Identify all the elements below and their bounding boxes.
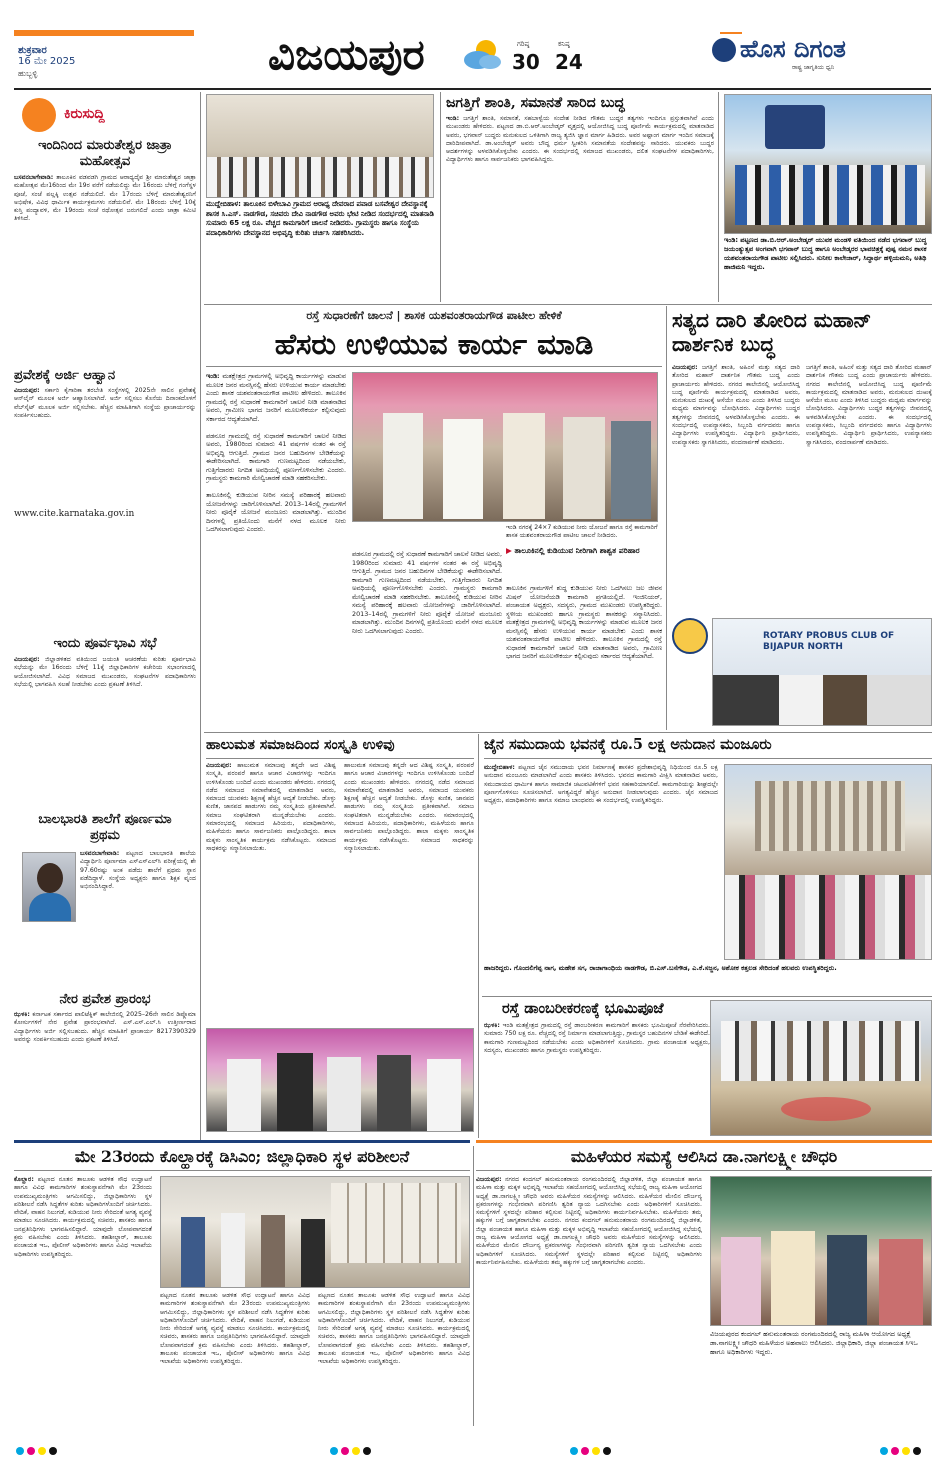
brief-title: ಇಂದಿನಿಂದ ಮಾರುತೇಶ್ವರ ಜಾತ್ರಾ ಮಹೋತ್ಸವ [38, 138, 172, 169]
article-body: ವಿಜಯಪುರ: ಜಗತ್ತಿಗೆ ಶಾಂತಿ, ಅಹಿಂಸೆ ಮತ್ತು ಸತ್ಯದ ದಾರಿ ತೋರಿದ ಮಹಾನ್ ದಾರ್ಶನಿಕ ಗೌತಮ ಬುದ್ಧ ಎಂದು ಪ್ರಾಚಾರ್ಯರು ಹೇಳಿದರು. ನಗರದ ಕಾಲೇಜಿನಲ್ಲಿ ಆಯೋಜಿಸಿದ್ದ ಬುದ್ಧ ಪೂರ್ಣಿಮೆ ಕಾರ್ಯಕ್ರಮದಲ್ಲಿ ಮಾತನಾಡಿದ ಅವರು, ಮನುಕುಲದ ದುಃಖಕ್ಕೆ ಆಸೆಯೇ ಮೂಲ ಎಂದು ತಿಳಿಸಿದ ಬುದ್ಧರು ಮಧ್ಯಮ ಮಾರ್ಗವನ್ನು ಬೋಧಿಸಿದರು. ವಿದ್ಯಾರ್ಥಿಗಳು ಬುದ್ಧರ ತತ್ವಗಳನ್ನು ಜೀವನದಲ್ಲಿ ಅಳವಡಿಸಿಕೊಳ್ಳಬೇಕು ಎಂದರು. ಈ ಸಂದರ್ಭದಲ್ಲಿ ಉಪನ್ಯಾಸಕರು, ಸಿಬ್ಬಂದಿ ವರ್ಗದವರು ಹಾಗೂ ವಿದ್ಯಾರ್ಥಿಗಳು ಉಪಸ್ಥಿತರಿದ್ದರು. ವಿದ್ಯಾರ್ಥಿನಿ ಪ್ರಾರ್ಥಿಸಿದರು, ಉಪನ್ಯಾಸಕರು ಸ್ವಾಗತಿಸಿದರು, ವಂದನಾರ್ಪಣೆ ಮಾಡಿದರು. [672, 364, 800, 446]
header-accent-bar [14, 30, 194, 36]
main-body-col3: ತಾಲೂಕಿನ ಗ್ರಾಮಗಳಿಗೆ ಶುದ್ಧ ಕುಡಿಯುವ ನೀರು ಒದಗಿಸಲು ಜಲ ಜೀವನ ಮಿಷನ್ ಯೋಜನೆಯಡಿ ಕಾಮಗಾರಿ ಪ್ರಗತಿಯಲ್ಲಿದೆ. ಇಂಜಿನಿಯರ್, ಪಂಚಾಯತ ಅಧ್ಯಕ್ಷರು, ಸದಸ್ಯರು, ಗ್ರಾಮದ ಮುಖಂಡರು ಉಪಸ್ಥಿತರಿದ್ದರು. ಸ್ಥಳೀಯ ಮುಖಂಡರು ಹಾಗೂ ಗ್ರಾಮಸ್ಥರು ಶಾಸಕರನ್ನು ಸನ್ಮಾನಿಸಿದರು. ಮತಕ್ಷೇತ್ರದ ಗ್ರಾಮಗಳಲ್ಲಿ ಅಭಿವೃದ್ಧಿ ಕಾರ್ಯಗಳನ್ನು ಮಾಡುವ ಮೂಲಕ ಜನರ ಮನಸ್ಸಿನಲ್ಲಿ ಹೆಸರು ಉಳಿಯುವ ಕಾರ್ಯ ಮಾಡಬೇಕು ಎಂದು ಶಾಸಕ ಯಶವಂತರಾಯಗೌಡ ಪಾಟೀಲ ಹೇಳಿದರು. ತಾಲೂಕಿನ ಗ್ರಾಮದಲ್ಲಿ ರಸ್ತೆ ಸುಧಾರಣೆ ಕಾಮಗಾರಿಗೆ ಚಾಲನೆ ನೀಡಿ ಮಾತನಾಡಿದ ಅವರು, ಗ್ರಾಮೀಣ ಭಾಗದ ಜನರಿಗೆ ಮೂಲಸೌಕರ್ಯ ಕಲ್ಪಿಸುವುದು ಸರ್ಕಾರದ ಆದ್ಯತೆಯಾಗಿದೆ. [506, 584, 662, 660]
main-body-col2: ಪಡನೂರ ಗ್ರಾಮದಲ್ಲಿ ರಸ್ತೆ ಸುಧಾರಣೆ ಕಾಮಗಾರಿಗೆ ಚಾಲನೆ ನೀಡಿದ ಅವರು, 1980ರಿಂದ ಸುಮಾರು 41 ವರ್ಷಗಳ ನಂತರ ಈ ರಸ್ತೆ ಅಭಿವೃದ್ಧಿ ಆಗುತ್ತಿದೆ. ಗ್ರಾಮದ ಜನರ ಬಹುದಿನಗಳ ಬೇಡಿಕೆಯನ್ನು ಈಡೇರಿಸಲಾಗಿದೆ. ಕಾಮಗಾರಿ ಗುಣಮಟ್ಟದಿಂದ ನಡೆಯಬೇಕು, ಗುತ್ತಿಗೆದಾರರು ನಿಗದಿತ ಅವಧಿಯಲ್ಲಿ ಪೂರ್ಣಗೊಳಿಸಬೇಕು ಎಂದರು. ಗ್ರಾಮಸ್ಥರು ಕಾಮಗಾರಿ ಮೇಲ್ವಿಚಾರಣೆ ಮಾಡಿ ಸಹಕರಿಸಬೇಕು. ತಾಲೂಕಿನಲ್ಲಿ ಕುಡಿಯುವ ನೀರಿನ ಸಮಸ್ಯೆ ಪರಿಹಾರಕ್ಕೆ ಹಲವಾರು ಯೋಜನೆಗಳನ್ನು ಜಾರಿಗೊಳಿಸಲಾಗಿದೆ. 2013–14ರಲ್ಲಿ ಗ್ರಾಮಗಳಿಗೆ ನೀರು ಪೂರೈಕೆ ಯೋಜನೆ ಮಂಜೂರು ಮಾಡಲಾಗಿತ್ತು. ಮುಂದಿನ ದಿನಗಳಲ್ಲಿ ಪ್ರತಿಯೊಂದು ಮನೆಗೆ ನಳದ ಮೂಲಕ ನೀರು ಒದಗಿಸಲಾಗುವುದು ಎಂದರು. [352, 550, 502, 635]
article-body: ವಿಜಯಪುರ: ನಗರದ ಕಂದಗಲ್ ಹನುಮಂತರಾಯ ರಂಗಮಂದಿರದಲ್ಲಿ ಜಿಲ್ಲಾಡಳಿತ, ಜಿಲ್ಲಾ ಪಂಚಾಯತ ಹಾಗೂ ಮಹಿಳಾ ಮತ್ತು ಮಕ್ಕಳ ಅಭಿವೃದ್ಧಿ ಇಲಾಖೆಯ ಸಹಯೋಗದಲ್ಲಿ ಆಯೋಜಿಸಿದ್ದ ಸಭೆಯಲ್ಲಿ ರಾಜ್ಯ ಮಹಿಳಾ ಆಯೋಗದ ಅಧ್ಯಕ್ಷೆ ಡಾ.ನಾಗಲಕ್ಷ್ಮೀ ಚೌಧರಿ ಅವರು ಮಹಿಳೆಯರ ಸಮಸ್ಯೆಗಳನ್ನು ಆಲಿಸಿದರು. ಮಹಿಳೆಯರ ಮೇಲಿನ ದೌರ್ಜನ್ಯ ಪ್ರಕರಣಗಳನ್ನು ಗಂಭೀರವಾಗಿ ಪರಿಗಣಿಸಿ ತ್ವರಿತ ನ್ಯಾಯ ಒದಗಿಸಬೇಕು ಎಂದು ಅಧಿಕಾರಿಗಳಿಗೆ ಸೂಚಿಸಿದರು. ಸಮಸ್ಯೆಗಳಿಗೆ ಸ್ಥಳದಲ್ಲೇ ಪರಿಹಾರ ಕಲ್ಪಿಸುವ ನಿಟ್ಟಿನಲ್ಲಿ ಅಧಿಕಾರಿಗಳು ಕಾರ್ಯನಿರ್ವಹಿಸಬೇಕು. ಮಹಿಳೆಯರು ತಮ್ಮ ಹಕ್ಕುಗಳ ಬಗ್ಗೆ ಜಾಗೃತರಾಗಬೇಕು ಎಂದರು. ನಗರದ ಕಂದಗಲ್ ಹನುಮಂತರಾಯ ರಂಗಮಂದಿರದಲ್ಲಿ ಜಿಲ್ಲಾಡಳಿತ, ಜಿಲ್ಲಾ ಪಂಚಾಯತ ಹಾಗೂ ಮಹಿಳಾ ಮತ್ತು ಮಕ್ಕಳ ಅಭಿವೃದ್ಧಿ ಇಲಾಖೆಯ ಸಹಯೋಗದಲ್ಲಿ ಆಯೋಜಿಸಿದ್ದ ಸಭೆಯಲ್ಲಿ ರಾಜ್ಯ ಮಹಿಳಾ ಆಯೋಗದ ಅಧ್ಯಕ್ಷೆ ಡಾ.ನಾಗಲಕ್ಷ್ಮೀ ಚೌಧರಿ ಅವರು ಮಹಿಳೆಯರ ಸಮಸ್ಯೆಗಳನ್ನು ಆಲಿಸಿದರು. ಮಹಿಳೆಯರ ಮೇಲಿನ ದೌರ್ಜನ್ಯ ಪ್ರಕರಣಗಳನ್ನು ಗಂಭೀರವಾಗಿ ಪರಿಗಣಿಸಿ ತ್ವರಿತ ನ್ಯಾಯ ಒದಗಿಸಬೇಕು ಎಂದು ಅಧಿಕಾರಿಗಳಿಗೆ ಸೂಚಿಸಿದರು. ಸಮಸ್ಯೆಗಳಿಗೆ ಸ್ಥಳದಲ್ಲೇ ಪರಿಹಾರ ಕಲ್ಪಿಸುವ ನಿಟ್ಟಿನಲ್ಲಿ ಅಧಿಕಾರಿಗಳು ಕಾರ್ಯನಿರ್ವಹಿಸಬೇಕು. ಮಹಿಳೆಯರು ತಮ್ಮ ಹಕ್ಕುಗಳ ಬಗ್ಗೆ ಜಾಗೃತರಾಗಬೇಕು ಎಂದರು. [476, 1176, 702, 1266]
dc-site-inspection-photo [160, 1176, 470, 1288]
halumatha-article [206, 736, 474, 1136]
day-label: ಶುಕ್ರವಾರ [18, 45, 47, 56]
main-story [206, 308, 662, 728]
sidebar-brand-label: ಕಿರುಸುದ್ದಿ [64, 106, 105, 122]
col-divider [440, 92, 441, 302]
sidebar-divider [200, 92, 201, 1140]
jain-bhavan-photo [724, 764, 932, 960]
brief-title: ನೇರ ಪ್ರವೇಶ ಪ್ರಾರಂಭ [59, 992, 151, 1007]
registration-marks-left [16, 1440, 60, 1459]
article-body: ಇಂಡಿ: ಜಗತ್ತಿಗೆ ಶಾಂತಿ, ಸಮಾನತೆ, ಸಹಬಾಳ್ವೆಯ ಸಂದೇಶ ನೀಡಿದ ಗೌತಮ ಬುದ್ಧರ ತತ್ವಗಳು ಇಂದಿಗೂ ಪ್ರಸ್ತುತವಾಗಿವೆ ಎಂದು ಮುಖಂಡರು ಹೇಳಿದರು. ಪಟ್ಟಣದ ಡಾ.ಬಿ.ಆರ್.ಅಂಬೇಡ್ಕರ್ ವೃತ್ತದಲ್ಲಿ ಆಯೋಜಿಸಿದ್ದ ಬುದ್ಧ ಪೂರ್ಣಿಮೆ ಕಾರ್ಯಕ್ರಮದಲ್ಲಿ ಮಾತನಾಡಿದ ಅವರು, ಭಗವಾನ್ ಬುದ್ಧರು ಮನುಕುಲದ ಒಳಿತಿಗಾಗಿ ರಾಜ್ಯ ತ್ಯಜಿಸಿ ಜ್ಞಾನ ಮಾರ್ಗ ಹಿಡಿದರು. ಅವರ ಅಷ್ಟಾಂಗ ಮಾರ್ಗ ಇಂದಿನ ಸಮಾಜಕ್ಕೆ ದಾರಿದೀಪವಾಗಿದೆ. ಡಾ.ಅಂಬೇಡ್ಕರ್ ಅವರು ಬೌದ್ಧ ಧರ್ಮ ಸ್ವೀಕರಿಸಿ ಸಮಾನತೆಯ ಸಂದೇಶವನ್ನು ಸಾರಿದರು. ಯುವಕರು ಬುದ್ಧರ ಆದರ್ಶಗಳನ್ನು ಅಳವಡಿಸಿಕೊಳ್ಳಬೇಕು ಎಂದರು. ಈ ಸಂದರ್ಭದಲ್ಲಿ ಸಮಾಜದ ಮುಖಂಡರು, ದಲಿತ ಸಂಘಟನೆಗಳ ಪದಾಧಿಕಾರಿಗಳು, ವಿದ್ಯಾರ್ಥಿಗಳು ಹಾಗೂ ಸಾರ್ವಜನಿಕರು ಭಾಗವಹಿಸಿದ್ದರು. [446, 115, 714, 164]
buddha-path-article [672, 308, 932, 728]
brief-1 [14, 138, 196, 360]
buddha-jayanti-photo [724, 94, 932, 234]
date-block [18, 45, 138, 79]
sidebar [14, 94, 196, 1140]
arrow-icon: ▶ [506, 546, 515, 555]
temp-min: 24 [555, 50, 583, 74]
registration-marks-right [880, 1440, 924, 1459]
paper-logo [702, 34, 930, 82]
rotary-logo [672, 618, 708, 654]
masthead-rule [14, 88, 931, 90]
brief-5 [14, 992, 196, 1139]
rotary-event-photo [712, 618, 932, 726]
women-article [476, 1146, 932, 1426]
temple-group-photo [206, 94, 434, 198]
women-photo-caption: ವಿಜಯಪುರದ ಕಂದಗಲ್ ಹನುಮಂತರಾಯ ರಂಗಮಂದಿರದಲ್ಲಿ ರಾಜ್ಯ ಮಹಿಳಾ ಆಯೋಗದ ಅಧ್ಯಕ್ಷೆ ಡಾ.ನಾಗಲಕ್ಷ್ಮೀ ಚೌಧರಿ ಮಹಿಳೆಯರ ಅಹವಾಲು ಆಲಿಸಿದರು. ಜಿಲ್ಲಾಧಿಕಾರಿ, ಜಿಲ್ಲಾ ಪಂಚಾಯತ ಸಿಇಒ ಹಾಗೂ ಅಧಿಕಾರಿಗಳು ಇದ್ದರು. [710, 1330, 918, 1356]
col-divider [478, 734, 479, 1138]
brief-4 [14, 812, 196, 891]
budda-world-article [446, 94, 714, 304]
article-title: ಜೈನ ಸಮುದಾಯ ಭವನಕ್ಕೆ ರೂ.5 ಲಕ್ಷ ಅನುದಾನ ಮಂಜೂರು [484, 736, 772, 753]
paper-tagline: ರಾಷ್ಟ್ರ ಜಾಗೃತಿಯ ಧ್ವನಿ [792, 64, 835, 71]
brief-body: ವಿಜಯಪುರ: ಸರ್ಕಾರಿ ಕೈಗಾರಿಕಾ ತರಬೇತಿ ಸಂಸ್ಥೆಗಳಲ್ಲಿ 2025ನೇ ಸಾಲಿನ ಪ್ರವೇಶಕ್ಕೆ ಆನ್‌ಲೈನ್ ಮೂಲಕ ಅರ್ಜಿ ಆಹ್ವಾನಿಸಲಾಗಿದೆ. ಅರ್ಜಿ ಸಲ್ಲಿಸಲು ಕೊನೆಯ ದಿನಾಂಕದೊಳಗೆ ವೆಬ್‌ಸೈಟ್ ಮೂಲಕ ಅರ್ಜಿ ಸಲ್ಲಿಸಬೇಕು. ಹೆಚ್ಚಿನ ಮಾಹಿತಿಗಾಗಿ ಸಂಸ್ಥೆಯ ಪ್ರಾಚಾರ್ಯರನ್ನು ಸಂಪರ್ಕಿಸಬಹುದು. [14, 387, 196, 419]
article-body: ಝಳಕಿ: ಇಂಡಿ ಮತಕ್ಷೇತ್ರದ ಗ್ರಾಮದಲ್ಲಿ ರಸ್ತೆ ಡಾಂಬರೀಕರಣ ಕಾಮಗಾರಿಗೆ ಶಾಸಕರು ಭೂಮಿಪೂಜೆ ನೆರವೇರಿಸಿದರು. ಸುಮಾರು 750 ಲಕ್ಷ ರೂ. ವೆಚ್ಚದಲ್ಲಿ ರಸ್ತೆ ನಿರ್ಮಾಣ ಮಾಡಲಾಗುತ್ತಿದ್ದು, ಗ್ರಾಮಸ್ಥರ ಬಹುದಿನಗಳ ಬೇಡಿಕೆ ಈಡೇರಿದೆ. ಕಾಮಗಾರಿ ಗುಣಮಟ್ಟದಿಂದ ನಡೆಯಬೇಕು ಎಂದು ಅಧಿಕಾರಿಗಳಿಗೆ ಸೂಚಿಸಿದರು. ಗ್ರಾಮ ಪಂಚಾಯತ ಅಧ್ಯಕ್ಷರು, ಸದಸ್ಯರು, ಮುಖಂಡರು ಹಾಗೂ ಗ್ರಾಮಸ್ಥರು ಉಪಸ್ಥಿತರಿದ್ದರು. [484, 1022, 710, 1054]
col-divider [473, 1146, 474, 1426]
article-body: ವಿಜಯಪುರ: ಹಾಲುಮತ ಸಮಾಜವು ತನ್ನದೇ ಆದ ವಿಶಿಷ್ಟ ಸಂಸ್ಕೃತಿ, ಪರಂಪರೆ ಹಾಗೂ ಆಚಾರ ವಿಚಾರಗಳನ್ನು ಇಂದಿಗೂ ಉಳಿಸಿಕೊಂಡು ಬಂದಿದೆ ಎಂದು ಮುಖಂಡರು ಹೇಳಿದರು. ನಗರದಲ್ಲಿ ನಡೆದ ಸಮಾಜದ ಸಮಾವೇಶದಲ್ಲಿ ಮಾತನಾಡಿದ ಅವರು, ಸಮಾಜದ ಯುವಕರು ಶಿಕ್ಷಣಕ್ಕೆ ಹೆಚ್ಚಿನ ಆದ್ಯತೆ ನೀಡಬೇಕು. ಡೊಳ್ಳು ಕುಣಿತ, ಜಾನಪದ ಹಾಡುಗಳು ನಮ್ಮ ಸಂಸ್ಕೃತಿಯ ಪ್ರತೀಕವಾಗಿವೆ. ಸಮಾಜ ಸಂಘಟಿತರಾಗಿ ಮುನ್ನಡೆಯಬೇಕು ಎಂದರು. ಸಮಾರಂಭದಲ್ಲಿ ಸಮಾಜದ ಹಿರಿಯರು, ಪದಾಧಿಕಾರಿಗಳು, ಮಹಿಳೆಯರು ಹಾಗೂ ಸಾರ್ವಜನಿಕರು ಪಾಲ್ಗೊಂಡಿದ್ದರು. ಶಾಲಾ ಮಕ್ಕಳು ಸಾಂಸ್ಕೃತಿಕ ಕಾರ್ಯಕ್ರಮ ನಡೆಸಿಕೊಟ್ಟರು. ಸಮಾಜದ ಸಾಧಕರನ್ನು ಸನ್ಮಾನಿಸಲಾಯಿತು. [206, 762, 336, 852]
rotary-banner: ROTARY PROBUS CLUB OF BIJAPUR NORTH [763, 631, 895, 652]
registration-marks-center-right [570, 1440, 614, 1459]
masthead [0, 0, 945, 90]
sidebar-brand [22, 96, 132, 136]
bottom-band-rule-accent [476, 1140, 932, 1143]
temple-photo-caption: ಮುದ್ದೇಬಿಹಾಳ: ತಾಲೂಕಿನ ಬಿಳೇಬಾವಿ ಗ್ರಾಮದ ಆರಾಧ್ಯ ದೇವರಾದ ಪವಾಡ ಬಸವೇಶ್ವರ ದೇವಸ್ಥಾನಕ್ಕೆ ಶಾಸಕ ಸಿ.ಎಸ್. ನಾಡಗೌಡ, ಸಚಿವರು ದೇವಿ ನಾಡಗೌಡ ಅವರು ಭೇಟಿ ನೀಡಿದ ಸಂದರ್ಭದಲ್ಲಿ ಮಾತನಾಡಿ ಸುಮಾರು 65 ಲಕ್ಷ ರೂ. ವೆಚ್ಚದ ಕಾಮಗಾರಿಗೆ ಚಾಲನೆ ನೀಡಿದರು. ಗ್ರಾಮಸ್ಥರು ಹಾಗೂ ಸಂಸ್ಥೆಯ ಪದಾಧಿಕಾರಿಗಳು ದೇವಸ್ಥಾನದ ಅಭಿವೃದ್ಧಿ ಕುರಿತು ಚರ್ಚಿಸಿ ಸಹಕರಿಸಿದರು. [206, 200, 434, 237]
road-bhoomi-puja-photo [710, 1000, 932, 1136]
brief-2 [14, 368, 196, 561]
brief-body: ಬಸವನಬಾಗೇವಾಡಿ: ತಾಲೂಕಿನ ವಡವಡಗಿ ಗ್ರಾಮದ ಆರಾಧ್ಯದೈವ ಶ್ರೀ ಮಾರುತೇಶ್ವರ ಜಾತ್ರಾ ಮಹೋತ್ಸವ ಮೇ16ರಿಂದ ಮೇ 19ರ ವರೆಗೆ ನಡೆಯಲಿದ್ದು ಮೇ 16ರಂದು ಬೆಳಿಗ್ಗೆ ಗಂಗೆಸ್ಥಳ ಪೂಜೆ, ಸಂಜೆ ಪಲ್ಲಕ್ಕಿ ಉತ್ಸವ ನಡೆಯಲಿದೆ. ಮೇ 17ರಂದು ಬೆಳಿಗ್ಗೆ ಮಾರುತೇಶ್ವರನಿಗೆ ಅಭಿಷೇಕ, ವಿವಿಧ ಧಾರ್ಮಿಕ ಕಾರ್ಯಕ್ರಮಗಳು ನಡೆಯಲಿವೆ. ಮೇ 18ರಂದು ಬೆಳಿಗ್ಗೆ 10ಕ್ಕೆ ಕುಸ್ತಿ ಪಂದ್ಯಾವಳಿ, ಮೇ 19ರಂದು ಸಂಜೆ ರಥೋತ್ಸವ ಜರುಗಲಿದೆ ಎಂದು ಜಾತ್ರಾ ಕಮಿಟಿ ತಿಳಿಸಿದೆ. [14, 174, 196, 223]
brief-body: ವಿಜಯಪುರ: ಜಿಲ್ಲಾಡಳಿತದ ವತಿಯಿಂದ ಜಯಂತಿ ಆಚರಣೆಯ ಕುರಿತು ಪೂರ್ವಭಾವಿ ಸಭೆಯನ್ನು ಮೇ 16ರಂದು ಬೆಳಿಗ್ಗೆ 11ಕ್ಕೆ ಜಿಲ್ಲಾಧಿಕಾರಿಗಳ ಕಚೇರಿಯ ಸಭಾಂಗಣದಲ್ಲಿ ಆಯೋಜಿಸಲಾಗಿದೆ. ವಿವಿಧ ಸಮಾಜದ ಮುಖಂಡರು, ಸಂಘಟನೆಗಳ ಪದಾಧಿಕಾರಿಗಳು ಸಭೆಯಲ್ಲಿ ಭಾಗವಹಿಸಿ ಸಲಹೆ ನೀಡಬೇಕು ಎಂದು ಪ್ರಕಟಣೆ ತಿಳಿಸಿದೆ. [14, 656, 196, 688]
registration-marks-center-left [330, 1440, 374, 1459]
article-title: ಜಗತ್ತಿಗೆ ಶಾಂತಿ, ಸಮಾನತೆ ಸಾರಿದ ಬುದ್ಧ [446, 95, 625, 111]
jain-photo-caption: ಹಾಜರಿದ್ದರು. ಗೊಂದಲಿಗೆಪ್ಪ ನಾಗ, ಮಹೇಶ ಸಗ, ರಾಜಾಗಾಂಧಿಯ ನಾಡಗೌಡ, ಬಿ.ಎಸ್.ಬಸೆಗೌಡ, ಎ.ಕೆ.ಸಜ್ಜನ, ಅಶೋಕ ಕತ್ತಲಡ ಸೇರಿದಂತೆ ಹಲವರು ಉಪಸ್ಥಿತರಿದ್ದರು. [484, 964, 837, 972]
main-headline: ಹೆಸರು ಉಳಿಯುವ ಕಾರ್ಯ ಮಾಡಿ [274, 327, 594, 361]
halumatha-event-photo [206, 1028, 474, 1132]
brief-body: ಬಸವನಬಾಗೇವಾಡಿ: ಪಟ್ಟಣದ ಬಾಲಭಾರತಿ ಶಾಲೆಯ ವಿದ್ಯಾರ್ಥಿನಿ ಪೂರ್ಣಮಾ ಎಸ್ಎಸ್ಎಲ್‌ಸಿ ಪರೀಕ್ಷೆಯಲ್ಲಿ ಶೇ 97.60ರಷ್ಟು ಅಂಕ ಪಡೆದು ಶಾಲೆಗೆ ಪ್ರಥಮ ಸ್ಥಾನ ಪಡೆದಿದ್ದಾಳೆ. ಸಂಸ್ಥೆಯ ಅಧ್ಯಕ್ಷರು ಹಾಗೂ ಶಿಕ್ಷಕ ವೃಂದ ಅಭಿನಂದಿಸಿದ್ದಾರೆ. [80, 850, 196, 891]
article-title: ರಸ್ತೆ ಡಾಂಬರೀಕರಣಕ್ಕೆ ಭೂಮಿಪೂಜೆ [502, 1000, 664, 1017]
main-subhead: ▶ ತಾಲೂಕಿನಲ್ಲಿ ಕುಡಿಯುವ ನೀರಿಗಾಗಿ ಶಾಶ್ವತ ಪರಿಹಾರ [506, 546, 640, 555]
article-body: ಮುದ್ದೇಬಿಹಾಳ: ಪಟ್ಟಣದ ಜೈನ ಸಮುದಾಯ ಭವನ ನಿರ್ಮಾಣಕ್ಕೆ ಶಾಸಕರ ಪ್ರದೇಶಾಭಿವೃದ್ಧಿ ನಿಧಿಯಿಂದ ರೂ.5 ಲಕ್ಷ ಅನುದಾನ ಮಂಜೂರು ಮಾಡಲಾಗಿದೆ ಎಂದು ಶಾಸಕರು ತಿಳಿಸಿದರು. ಭವನದ ಕಾಮಗಾರಿ ವೀಕ್ಷಿಸಿ ಮಾತನಾಡಿದ ಅವರು, ಸಮುದಾಯದ ಧಾರ್ಮಿಕ ಹಾಗೂ ಸಾಮಾಜಿಕ ಚಟುವಟಿಕೆಗಳಿಗೆ ಭವನ ಸಹಕಾರಿಯಾಗಲಿದೆ. ಕಾಮಗಾರಿಯನ್ನು ಶೀಘ್ರದಲ್ಲೇ ಪೂರ್ಣಗೊಳಿಸಲು ಸೂಚಿಸಲಾಗಿದೆ. ಅಗತ್ಯವಿದ್ದರೆ ಹೆಚ್ಚಿನ ಅನುದಾನ ನೀಡಲಾಗುವುದು ಎಂದರು. ಜೈನ ಸಮಾಜದ ಅಧ್ಯಕ್ಷರು, ಪದಾಧಿಕಾರಿಗಳು ಹಾಗೂ ಸಮಾಜ ಬಾಂಧವರು ಈ ಸಂದರ್ಭದಲ್ಲಿ ಉಪಸ್ಥಿತರಿದ್ದರು. [484, 764, 718, 805]
article-body-col2: ಹಾಲುಮತ ಸಮಾಜವು ತನ್ನದೇ ಆದ ವಿಶಿಷ್ಟ ಸಂಸ್ಕೃತಿ, ಪರಂಪರೆ ಹಾಗೂ ಆಚಾರ ವಿಚಾರಗಳನ್ನು ಇಂದಿಗೂ ಉಳಿಸಿಕೊಂಡು ಬಂದಿದೆ ಎಂದು ಮುಖಂಡರು ಹೇಳಿದರು. ನಗರದಲ್ಲಿ ನಡೆದ ಸಮಾಜದ ಸಮಾವೇಶದಲ್ಲಿ ಮಾತನಾಡಿದ ಅವರು, ಸಮಾಜದ ಯುವಕರು ಶಿಕ್ಷಣಕ್ಕೆ ಹೆಚ್ಚಿನ ಆದ್ಯತೆ ನೀಡಬೇಕು. ಡೊಳ್ಳು ಕುಣಿತ, ಜಾನಪದ ಹಾಡುಗಳು ನಮ್ಮ ಸಂಸ್ಕೃತಿಯ ಪ್ರತೀಕವಾಗಿವೆ. ಸಮಾಜ ಸಂಘಟಿತರಾಗಿ ಮುನ್ನಡೆಯಬೇಕು ಎಂದರು. ಸಮಾರಂಭದಲ್ಲಿ ಸಮಾಜದ ಹಿರಿಯರು, ಪದಾಧಿಕಾರಿಗಳು, ಮಹಿಳೆಯರು ಹಾಗೂ ಸಾರ್ವಜನಿಕರು ಪಾಲ್ಗೊಂಡಿದ್ದರು. ಶಾಲಾ ಮಕ್ಕಳು ಸಾಂಸ್ಕೃತಿಕ ಕಾರ್ಯಕ್ರಮ ನಡೆಸಿಕೊಟ್ಟರು. ಸಮಾಜದ ಸಾಧಕರನ್ನು ಸನ್ಮಾನಿಸಲಾಯಿತು. [344, 762, 474, 852]
article-title: ಸತ್ಯದ ದಾರಿ ತೋರಿದ ಮಹಾನ್ ದಾರ್ಶನಿಕ ಬುದ್ಧ [672, 308, 872, 356]
brief-body: ಝಳಕಿ: ಕರ್ನಾಟಕ ಸರ್ಕಾರದ ಪಾಲಿಟೆಕ್ನಿಕ್ ಕಾಲೇಜಿನಲ್ಲಿ 2025–26ನೇ ಸಾಲಿನ ಡಿಪ್ಲೊಮಾ ಕೋರ್ಸುಗಳಿಗೆ ನೇರ ಪ್ರವೇಶ ಪ್ರಾರಂಭವಾಗಿದೆ. ಎಸ್.ಎಸ್.ಎಲ್.ಸಿ ಉತ್ತೀರ್ಣರಾದ ವಿದ್ಯಾರ್ಥಿಗಳು ಅರ್ಜಿ ಸಲ್ಲಿಸಬಹುದು. ಹೆಚ್ಚಿನ ಮಾಹಿತಿಗೆ ಪ್ರಾಚಾರ್ಯ 8217390329 ಅವರನ್ನು ಸಂಪರ್ಕಿಸಬಹುದು ಎಂದು ಪ್ರಕಟಣೆ ತಿಳಿಸಿದೆ. [14, 1011, 196, 1043]
brief-url[interactable]: www.cite.karnataka.gov.in [14, 509, 135, 519]
date-label: 16 ಮೇ 2025 [18, 56, 76, 67]
row-divider [204, 304, 932, 305]
dc-visit-article [14, 1146, 470, 1426]
main-kicker: ರಸ್ತೆ ಸುಧಾರಣೆಗೆ ಚಾಲನೆ | ಶಾಸಕ ಯಶವಂತರಾಯಗೌಡ ಪಾಟೀಲ ಹೇಳಿಕೆ [306, 309, 562, 322]
brief-3 [14, 636, 196, 810]
col-divider [718, 92, 719, 302]
temp-min-label: ಕನಿಷ್ಠ [558, 40, 570, 48]
brief-title: ಪ್ರವೇಶಕ್ಕೆ ಅರ್ಜಿ ಆಹ್ವಾನ [14, 368, 116, 383]
city-label: ಹುಬ್ಬಳ್ಳಿ [18, 69, 38, 78]
article-body-col2: ಪಟ್ಟಣದ ನೂತನ ತಾಲೂಕು ಆಡಳಿತ ಸೌಧ ಉದ್ಘಾಟನೆ ಹಾಗೂ ವಿವಿಧ ಕಾಮಗಾರಿಗಳ ಶಂಕುಸ್ಥಾಪನೆಗಾಗಿ ಮೇ 23ರಂದು ಉಪಮುಖ್ಯಮಂತ್ರಿಗಳು ಆಗಮಿಸಲಿದ್ದು, ಜಿಲ್ಲಾಧಿಕಾರಿಗಳು ಸ್ಥಳ ಪರಿಶೀಲನೆ ನಡೆಸಿ ಸಿದ್ಧತೆಗಳ ಕುರಿತು ಅಧಿಕಾರಿಗಳೊಂದಿಗೆ ಚರ್ಚಿಸಿದರು. ವೇದಿಕೆ, ವಾಹನ ನಿಲುಗಡೆ, ಕುಡಿಯುವ ನೀರು ಸೇರಿದಂತೆ ಅಗತ್ಯ ವ್ಯವಸ್ಥೆ ಮಾಡಲು ಸೂಚಿಸಿದರು. ಕಾರ್ಯಕ್ರಮದಲ್ಲಿ ಸಚಿವರು, ಶಾಸಕರು ಹಾಗೂ ಜನಪ್ರತಿನಿಧಿಗಳು ಭಾಗವಹಿಸಲಿದ್ದಾರೆ. ಯಾವುದೇ ಲೋಪವಾಗದಂತೆ ಕ್ರಮ ವಹಿಸಬೇಕು ಎಂದು ತಿಳಿಸಿದರು. ತಹಶೀಲ್ದಾರ್, ತಾಲೂಕು ಪಂಚಾಯತ ಇಒ, ಪೊಲೀಸ್ ಅಧಿಕಾರಿಗಳು ಹಾಗೂ ವಿವಿಧ ಇಲಾಖೆಯ ಅಧಿಕಾರಿಗಳು ಉಪಸ್ಥಿತರಿದ್ದರು. [160, 1292, 310, 1366]
article-body-col3: ಪಟ್ಟಣದ ನೂತನ ತಾಲೂಕು ಆಡಳಿತ ಸೌಧ ಉದ್ಘಾಟನೆ ಹಾಗೂ ವಿವಿಧ ಕಾಮಗಾರಿಗಳ ಶಂಕುಸ್ಥಾಪನೆಗಾಗಿ ಮೇ 23ರಂದು ಉಪಮುಖ್ಯಮಂತ್ರಿಗಳು ಆಗಮಿಸಲಿದ್ದು, ಜಿಲ್ಲಾಧಿಕಾರಿಗಳು ಸ್ಥಳ ಪರಿಶೀಲನೆ ನಡೆಸಿ ಸಿದ್ಧತೆಗಳ ಕುರಿತು ಅಧಿಕಾರಿಗಳೊಂದಿಗೆ ಚರ್ಚಿಸಿದರು. ವೇದಿಕೆ, ವಾಹನ ನಿಲುಗಡೆ, ಕುಡಿಯುವ ನೀರು ಸೇರಿದಂತೆ ಅಗತ್ಯ ವ್ಯವಸ್ಥೆ ಮಾಡಲು ಸೂಚಿಸಿದರು. ಕಾರ್ಯಕ್ರಮದಲ್ಲಿ ಸಚಿವರು, ಶಾಸಕರು ಹಾಗೂ ಜನಪ್ರತಿನಿಧಿಗಳು ಭಾಗವಹಿಸಲಿದ್ದಾರೆ. ಯಾವುದೇ ಲೋಪವಾಗದಂತೆ ಕ್ರಮ ವಹಿಸಬೇಕು ಎಂದು ತಿಳಿಸಿದರು. ತಹಶೀಲ್ದಾರ್, ತಾಲೂಕು ಪಂಚಾಯತ ಇಒ, ಪೊಲೀಸ್ ಅಧಿಕಾರಿಗಳು ಹಾಗೂ ವಿವಿಧ ಇಲಾಖೆಯ ಅಧಿಕಾರಿಗಳು ಉಪಸ್ಥಿತರಿದ್ದರು. [318, 1292, 470, 1366]
article-title: ಮೇ 23ರಂದು ಕೊಲ್ಹಾರಕ್ಕೆ ಡಿಸಿಎಂ; ಜಿಲ್ಲಾಧಿಕಾರಿ ಸ್ಥಳ ಪರಿಶೀಲನೆ [74, 1147, 410, 1166]
row-divider [204, 732, 932, 733]
main-photo-caption: ಇಂಡಿ ನಗರಕ್ಕೆ 24×7 ಕುಡಿಯುವ ನೀರು ಯೋಜನೆ ಹಾಗೂ ರಸ್ತೆ ಕಾಮಗಾರಿಗೆ ಶಾಸಕ ಯಶವಂತರಾಯಗೌಡ ಪಾಟೀಲ ಚಾಲನೆ ನೀಡಿದರು. [506, 524, 658, 539]
brief-title: ಬಾಲಭಾರತಿ ಶಾಲೆಗೆ ಪೂರ್ಣಮಾ ಪ್ರಥಮ [38, 812, 172, 843]
row-divider [482, 996, 932, 997]
student-photo [22, 852, 76, 922]
weather-icon [458, 36, 504, 72]
thumbs-icon [22, 98, 56, 132]
main-body-col1: ಇಂಡಿ: ಮತಕ್ಷೇತ್ರದ ಗ್ರಾಮಗಳಲ್ಲಿ ಅಭಿವೃದ್ಧಿ ಕಾರ್ಯಗಳನ್ನು ಮಾಡುವ ಮೂಲಕ ಜನರ ಮನಸ್ಸಿನಲ್ಲಿ ಹೆಸರು ಉಳಿಯುವ ಕಾರ್ಯ ಮಾಡಬೇಕು ಎಂದು ಶಾಸಕ ಯಶವಂತರಾಯಗೌಡ ಪಾಟೀಲ ಹೇಳಿದರು. ತಾಲೂಕಿನ ಗ್ರಾಮದಲ್ಲಿ ರಸ್ತೆ ಸುಧಾರಣೆ ಕಾಮಗಾರಿಗೆ ಚಾಲನೆ ನೀಡಿ ಮಾತನಾಡಿದ ಅವರು, ಗ್ರಾಮೀಣ ಭಾಗದ ಜನರಿಗೆ ಮೂಲಸೌಕರ್ಯ ಕಲ್ಪಿಸುವುದು ಸರ್ಕಾರದ ಆದ್ಯತೆಯಾಗಿದೆ. ಪಡನೂರ ಗ್ರಾಮದಲ್ಲಿ ರಸ್ತೆ ಸುಧಾರಣೆ ಕಾಮಗಾರಿಗೆ ಚಾಲನೆ ನೀಡಿದ ಅವರು, 1980ರಿಂದ ಸುಮಾರು 41 ವರ್ಷಗಳ ನಂತರ ಈ ರಸ್ತೆ ಅಭಿವೃದ್ಧಿ ಆಗುತ್ತಿದೆ. ಗ್ರಾಮದ ಜನರ ಬಹುದಿನಗಳ ಬೇಡಿಕೆಯನ್ನು ಈಡೇರಿಸಲಾಗಿದೆ. ಕಾಮಗಾರಿ ಗುಣಮಟ್ಟದಿಂದ ನಡೆಯಬೇಕು, ಗುತ್ತಿಗೆದಾರರು ನಿಗದಿತ ಅವಧಿಯಲ್ಲಿ ಪೂರ್ಣಗೊಳಿಸಬೇಕು ಎಂದರು. ಗ್ರಾಮಸ್ಥರು ಕಾಮಗಾರಿ ಮೇಲ್ವಿಚಾರಣೆ ಮಾಡಿ ಸಹಕರಿಸಬೇಕು. ತಾಲೂಕಿನಲ್ಲಿ ಕುಡಿಯುವ ನೀರಿನ ಸಮಸ್ಯೆ ಪರಿಹಾರಕ್ಕೆ ಹಲವಾರು ಯೋಜನೆಗಳನ್ನು ಜಾರಿಗೊಳಿಸಲಾಗಿದೆ. 2013–14ರಲ್ಲಿ ಗ್ರಾಮಗಳಿಗೆ ನೀರು ಪೂರೈಕೆ ಯೋಜನೆ ಮಂಜೂರು ಮಾಡಲಾಗಿತ್ತು. ಮುಂದಿನ ದಿನಗಳಲ್ಲಿ ಪ್ರತಿಯೊಂದು ಮನೆಗೆ ನಳದ ಮೂಲಕ ನೀರು ಒದಗಿಸಲಾಗುವುದು ಎಂದರು. [206, 372, 346, 533]
paper-name: ಹೊಸ ದಿಗಂತ [740, 34, 846, 63]
paper-logo-emblem-icon [712, 38, 736, 62]
lamp-lighting-photo [352, 372, 658, 522]
jain-article [484, 736, 932, 994]
temp-max: 30 [512, 50, 540, 74]
edition-title: ವಿಜಯಪುರ [268, 30, 425, 79]
article-body-col2: ಜಗತ್ತಿಗೆ ಶಾಂತಿ, ಅಹಿಂಸೆ ಮತ್ತು ಸತ್ಯದ ದಾರಿ ತೋರಿದ ಮಹಾನ್ ದಾರ್ಶನಿಕ ಗೌತಮ ಬುದ್ಧ ಎಂದು ಪ್ರಾಚಾರ್ಯರು ಹೇಳಿದರು. ನಗರದ ಕಾಲೇಜಿನಲ್ಲಿ ಆಯೋಜಿಸಿದ್ದ ಬುದ್ಧ ಪೂರ್ಣಿಮೆ ಕಾರ್ಯಕ್ರಮದಲ್ಲಿ ಮಾತನಾಡಿದ ಅವರು, ಮನುಕುಲದ ದುಃಖಕ್ಕೆ ಆಸೆಯೇ ಮೂಲ ಎಂದು ತಿಳಿಸಿದ ಬುದ್ಧರು ಮಧ್ಯಮ ಮಾರ್ಗವನ್ನು ಬೋಧಿಸಿದರು. ವಿದ್ಯಾರ್ಥಿಗಳು ಬುದ್ಧರ ತತ್ವಗಳನ್ನು ಜೀವನದಲ್ಲಿ ಅಳವಡಿಸಿಕೊಳ್ಳಬೇಕು ಎಂದರು. ಈ ಸಂದರ್ಭದಲ್ಲಿ ಉಪನ್ಯಾಸಕರು, ಸಿಬ್ಬಂದಿ ವರ್ಗದವರು ಹಾಗೂ ವಿದ್ಯಾರ್ಥಿಗಳು ಉಪಸ್ಥಿತರಿದ್ದರು. ವಿದ್ಯಾರ್ಥಿನಿ ಪ್ರಾರ್ಥಿಸಿದರು, ಉಪನ್ಯಾಸಕರು ಸ್ವಾಗತಿಸಿದರು, ವಂದನಾರ್ಪಣೆ ಮಾಡಿದರು. [806, 364, 932, 446]
brief-title: ಇಂದು ಪೂರ್ವಭಾವಿ ಸಭೆ [53, 636, 157, 651]
col-divider [666, 306, 667, 730]
article-body: ಕೊಲ್ಹಾರ: ಪಟ್ಟಣದ ನೂತನ ತಾಲೂಕು ಆಡಳಿತ ಸೌಧ ಉದ್ಘಾಟನೆ ಹಾಗೂ ವಿವಿಧ ಕಾಮಗಾರಿಗಳ ಶಂಕುಸ್ಥಾಪನೆಗಾಗಿ ಮೇ 23ರಂದು ಉಪಮುಖ್ಯಮಂತ್ರಿಗಳು ಆಗಮಿಸಲಿದ್ದು, ಜಿಲ್ಲಾಧಿಕಾರಿಗಳು ಸ್ಥಳ ಪರಿಶೀಲನೆ ನಡೆಸಿ ಸಿದ್ಧತೆಗಳ ಕುರಿತು ಅಧಿಕಾರಿಗಳೊಂದಿಗೆ ಚರ್ಚಿಸಿದರು. ವೇದಿಕೆ, ವಾಹನ ನಿಲುಗಡೆ, ಕುಡಿಯುವ ನೀರು ಸೇರಿದಂತೆ ಅಗತ್ಯ ವ್ಯವಸ್ಥೆ ಮಾಡಲು ಸೂಚಿಸಿದರು. ಕಾರ್ಯಕ್ರಮದಲ್ಲಿ ಸಚಿವರು, ಶಾಸಕರು ಹಾಗೂ ಜನಪ್ರತಿನಿಧಿಗಳು ಭಾಗವಹಿಸಲಿದ್ದಾರೆ. ಯಾವುದೇ ಲೋಪವಾಗದಂತೆ ಕ್ರಮ ವಹಿಸಬೇಕು ಎಂದು ತಿಳಿಸಿದರು. ತಹಶೀಲ್ದಾರ್, ತಾಲೂಕು ಪಂಚಾಯತ ಇಒ, ಪೊಲೀಸ್ ಅಧಿಕಾರಿಗಳು ಹಾಗೂ ವಿವಿಧ ಇಲಾಖೆಯ ಅಧಿಕಾರಿಗಳು ಉಪಸ್ಥಿತರಿದ್ದರು. [14, 1176, 152, 1258]
temp-max-label: ಗರಿಷ್ಠ [517, 40, 530, 48]
article-title: ಮಹಿಳೆಯರ ಸಮಸ್ಯೆ ಆಲಿಸಿದ ಡಾ.ನಾಗಲಕ್ಷ್ಮೀ ಚೌಧರಿ [570, 1147, 838, 1166]
buddha-photo-caption: ಇಂಡಿ: ಪಟ್ಟಣದ ಡಾ.ಬಿ.ಆರ್.ಅಂಬೇಡ್ಕರ್ ಯುವಕ ಮಂಡಳಿ ವತಿಯಿಂದ ನಡೆದ ಭಗವಾನ್ ಬುದ್ಧ ಜಯಂತ್ಯುತ್ಸವ ಅಂಗವಾಗಿ ಭಗವಾನ್ ಬುದ್ಧ ಹಾಗೂ ಅಂಬೇಡ್ಕರರ ಭಾವಚಿತ್ರಕ್ಕೆ ಪುಷ್ಪ ನಮನ ಶಾಸಕ ಯಶವಂತರಾಯಗೌಡ ಪಾಟೀಲ ಸಲ್ಲಿಸಿದರು. ಸುನೀಲ ಕಾಲೇಜಾರ್, ಸಿದ್ಧಾರ್ಥ ಹಳ್ಳಿಯಮನಿ, ಅತಿಥಿ ಹಾಜಿಮನಿ ಇದ್ದರು. [724, 236, 927, 271]
women-commission-photo [710, 1176, 932, 1326]
article-title: ಹಾಲುಮತ ಸಮಾಜದಿಂದ ಸಂಸ್ಕೃತಿ ಉಳಿವು [206, 737, 395, 753]
bottom-band-rule [14, 1140, 470, 1143]
